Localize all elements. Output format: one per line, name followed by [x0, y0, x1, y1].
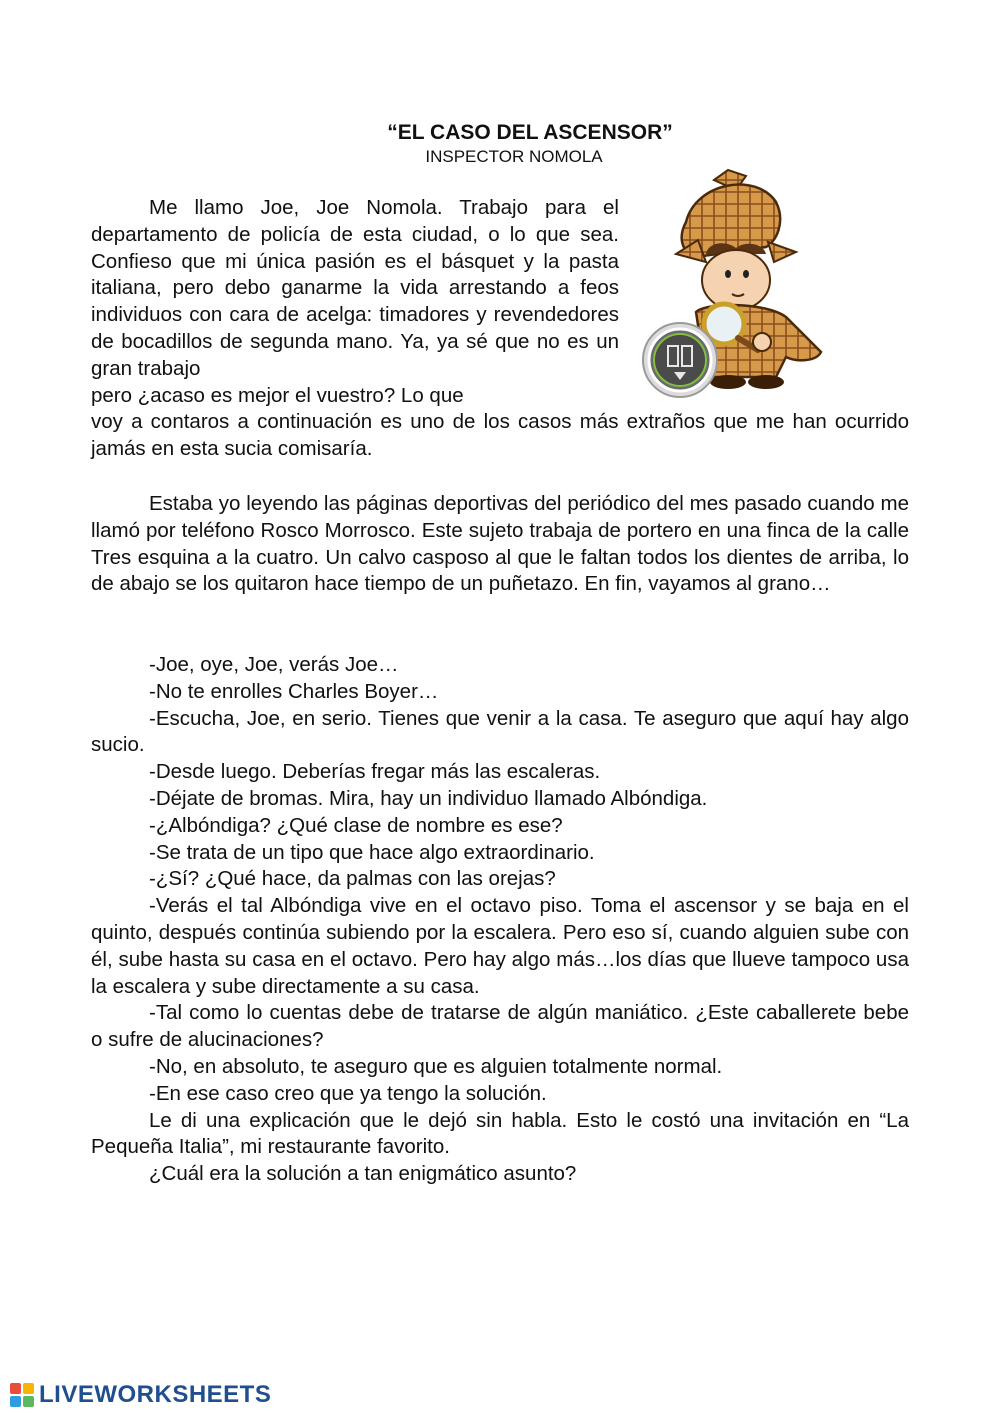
intro-paragraph — [91, 195, 909, 463]
dialog-line: -No te enrolles Charles Boyer… — [149, 679, 439, 703]
dialog-line: -Desde luego. Deberías fregar más las escaleras. — [149, 760, 601, 784]
dialog-line: -No, en absoluto, te aseguro que es alguien totalmente normal. — [149, 1054, 723, 1078]
dialog-section — [91, 652, 909, 1188]
dialog-line: -Escucha, Joe, en serio. Tienes que venir a la casa. Te aseguro que aquí hay algo sucio. — [91, 706, 909, 757]
brand-name: LIVEWORKSHEETS — [39, 1381, 272, 1408]
dialog-line: -¿Albóndiga? ¿Qué clase de nombre es ese? — [149, 813, 563, 837]
document-title: “EL CASO DEL ASCENSOR” — [387, 121, 673, 144]
dialog-line: -Déjate de bromas. Mira, hay un individuo llamado Albóndiga. — [149, 786, 708, 810]
document-subtitle: INSPECTOR NOMOLA — [425, 147, 603, 166]
dialog-line: -Tal como lo cuentas debe de tratarse de algún maniático. ¿Este caballerete bebe o sufre de alucinaciones? — [91, 1001, 909, 1052]
dialog-line: Le di una explicación que le dejó sin habla. Esto le costó una invitación en “La Pequeña Italia”, mi restaurante favorito. — [91, 1108, 909, 1159]
dialog-line: -¿Sí? ¿Qué hace, da palmas con las orejas? — [149, 867, 556, 891]
dialog-line: -Joe, oye, Joe, verás Joe… — [149, 653, 399, 676]
dialog-line: ¿Cuál era la solución a tan enigmático asunto? — [149, 1162, 577, 1186]
dialog-line: -Verás el tal Albóndiga vive en el octavo piso. Toma el ascensor y se baja en el quinto, después continúa subiendo por la escalera. Pero eso sí, cuando alguien sube con él, sube hasta su casa en el octavo. Pero hay algo más…los días que llueve tampoco usa la escalera y sube directamente a su casa. — [91, 894, 909, 998]
intro-continuation: voy a contaros a continuación es uno de los casos más extraños que me han ocurrido jamás en esta sucia comisaría. — [91, 410, 909, 461]
story-paragraph: Estaba yo leyendo las páginas deportivas del periódico del mes pasado cuando me llamó por teléfono Rosco Morrosco. Este sujeto trabaja de portero en una finca de la calle Tres esquina a la cuatro. Un calvo casposo al que le faltan todos los dientes de arriba, lo de abajo se los quitaron hace tiempo de un puñetazo. En fin, vayamos al grano… — [91, 492, 909, 596]
dialog-line: -Se trata de un tipo que hace algo extraordinario. — [149, 840, 595, 864]
liveworksheets-icon — [9, 1382, 35, 1408]
intro-wrapped-text-last-line: pero ¿acaso es mejor el vuestro? Lo que — [91, 383, 464, 407]
dialog-line: -En ese caso creo que ya tengo la solución. — [149, 1081, 547, 1105]
intro-wrapped-text: Me llamo Joe, Joe Nomola. Trabajo para el departamento de policía de esta ciudad, o lo que sea. Confieso que mi única pasión es el básquet y la pasta italiana, pero debo ganarme la vida arrestando a feos individuos con cara de acelga: timadores y revendedores de bocadillos de segunda mano. Ya, ya sé que no es un gran trabajo — [91, 196, 619, 380]
liveworksheets-logo[interactable] — [9, 1381, 271, 1409]
